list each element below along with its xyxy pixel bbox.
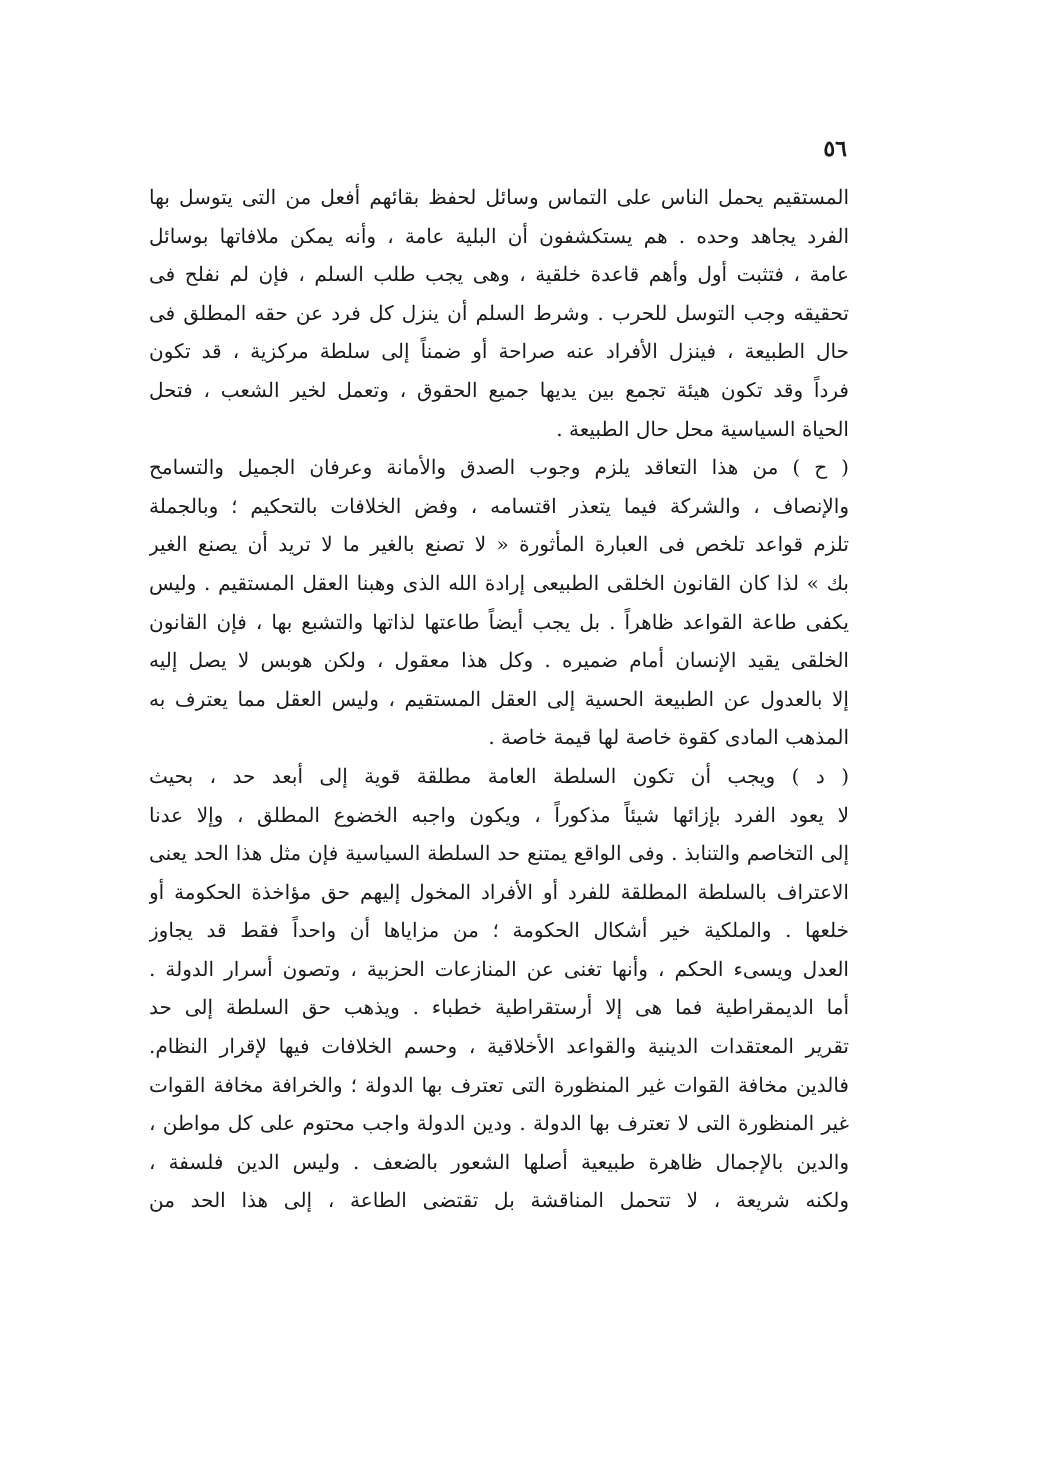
text-line: إلى التخاصم والتنابذ . وفى الواقع يمتنع حد السلطة السياسية فإن مثل هذا الحد يعنى (149, 841, 849, 866)
text-line: ولكنه شريعة ، لا تتحمل المناقشة بل تقتضى الطاعة ، إلى هذا الحد من (149, 1188, 849, 1213)
text-line: حال الطبيعة ، فينزل الأفراد عنه صراحة أو ضمناً إلى سلطة مركزية ، قد تكون (149, 339, 849, 364)
text-line: والإنصاف ، والشركة فيما يتعذر اقتسامه ، وفض الخلافات بالتحكيم ؛ وبالجملة (149, 493, 849, 518)
text-line: فرداً وقد تكون هيئة تجمع بين يديها جميع الحقوق ، وتعمل لخير الشعب ، فتحل (149, 377, 849, 402)
body-text (149, 178, 849, 1220)
text-line: ( د ) ويجب أن تكون السلطة العامة مطلقة قوية إلى أبعد حد ، بحيث (149, 763, 849, 788)
text-line: تقرير المعتقدات الدينية والقواعد الأخلاقية ، وحسم الخلافات فيها لإقرار النظام. (149, 1034, 849, 1059)
text-line: والدين بالإجمال ظاهرة طبيعية أصلها الشعور بالضعف . وليس الدين فلسفة ، (149, 1149, 849, 1174)
text-line: ( ح ) من هذا التعاقد يلزم وجوب الصدق والأمانة وعرفان الجميل والتسامح (149, 455, 849, 480)
text-line: عامة ، فتثبت أول وأهم قاعدة خلقية ، وهى يجب طلب السلم ، فإن لم نفلح فى (149, 262, 849, 287)
text-line: أما الديمقراطية فما هى إلا أرستقراطية خطباء . ويذهب حق السلطة إلى حد (149, 995, 849, 1020)
text-line: تلزم قواعد تلخص فى العبارة المأثورة « لا تصنع بالغير ما لا تريد أن يصنع الغير (149, 532, 849, 557)
text-line: الفرد يجاهد وحده . هم يستكشفون أن البلية عامة ، وأنه يمكن ملافاتها بوسائل (149, 223, 849, 248)
text-line: لا يعود الفرد بإزائها شيئاً مذكوراً ، ويكون واجبه الخضوع المطلق ، وإلا عدنا (149, 802, 849, 827)
text-line: الاعتراف بالسلطة المطلقة للفرد أو الأفراد المخول إليهم حق مؤاخذة الحكومة أو (149, 879, 849, 904)
text-line: الخلقى يقيد الإنسان أمام ضميره . وكل هذا معقول ، ولكن هوبس لا يصل إليه (149, 648, 849, 673)
text-line: تحقيقه وجب التوسل للحرب . وشرط السلم أن ينزل كل فرد عن حقه المطلق فى (149, 300, 849, 325)
text-line: يكفى طاعة القواعد ظاهراً . بل يجب أيضاً طاعتها لذاتها والتشبع بها ، فإن القانون (149, 609, 849, 634)
text-line: إلا بالعدول عن الطبيعة الحسية إلى العقل المستقيم ، وليس العقل مما يعترف به (149, 686, 849, 711)
page-number: ٥٦ (823, 136, 847, 162)
text-line: بك » لذا كان القانون الخلقى الطبيعى إرادة الله الذى وهبنا العقل المستقيم . وليس (149, 570, 849, 595)
text-line: العدل ويسىء الحكم ، وأنها تغنى عن المنازعات الحزبية ، وتصون أسرار الدولة . (149, 956, 849, 981)
text-line: المستقيم يحمل الناس على التماس وسائل لحفظ بقائهم أفعل من التى يتوسل بها (149, 185, 849, 209)
text-line: الحياة السياسية محل حال الطبيعة . (556, 416, 849, 441)
text-line: المذهب المادى كقوة خاصة لها قيمة خاصة . (488, 725, 849, 750)
text-line: فالدين مخافة القوات غير المنظورة التى تعترف بها الدولة ؛ والخرافة مخافة القوات (149, 1072, 849, 1097)
text-line: غير المنظورة التى لا تعترف بها الدولة . ودين الدولة واجب محتوم على كل مواطن ، (149, 1111, 849, 1136)
text-line: خلعها . والملكية خير أشكال الحكومة ؛ من مزاياها أن واحداً فقط قد يجاوز (149, 918, 849, 943)
